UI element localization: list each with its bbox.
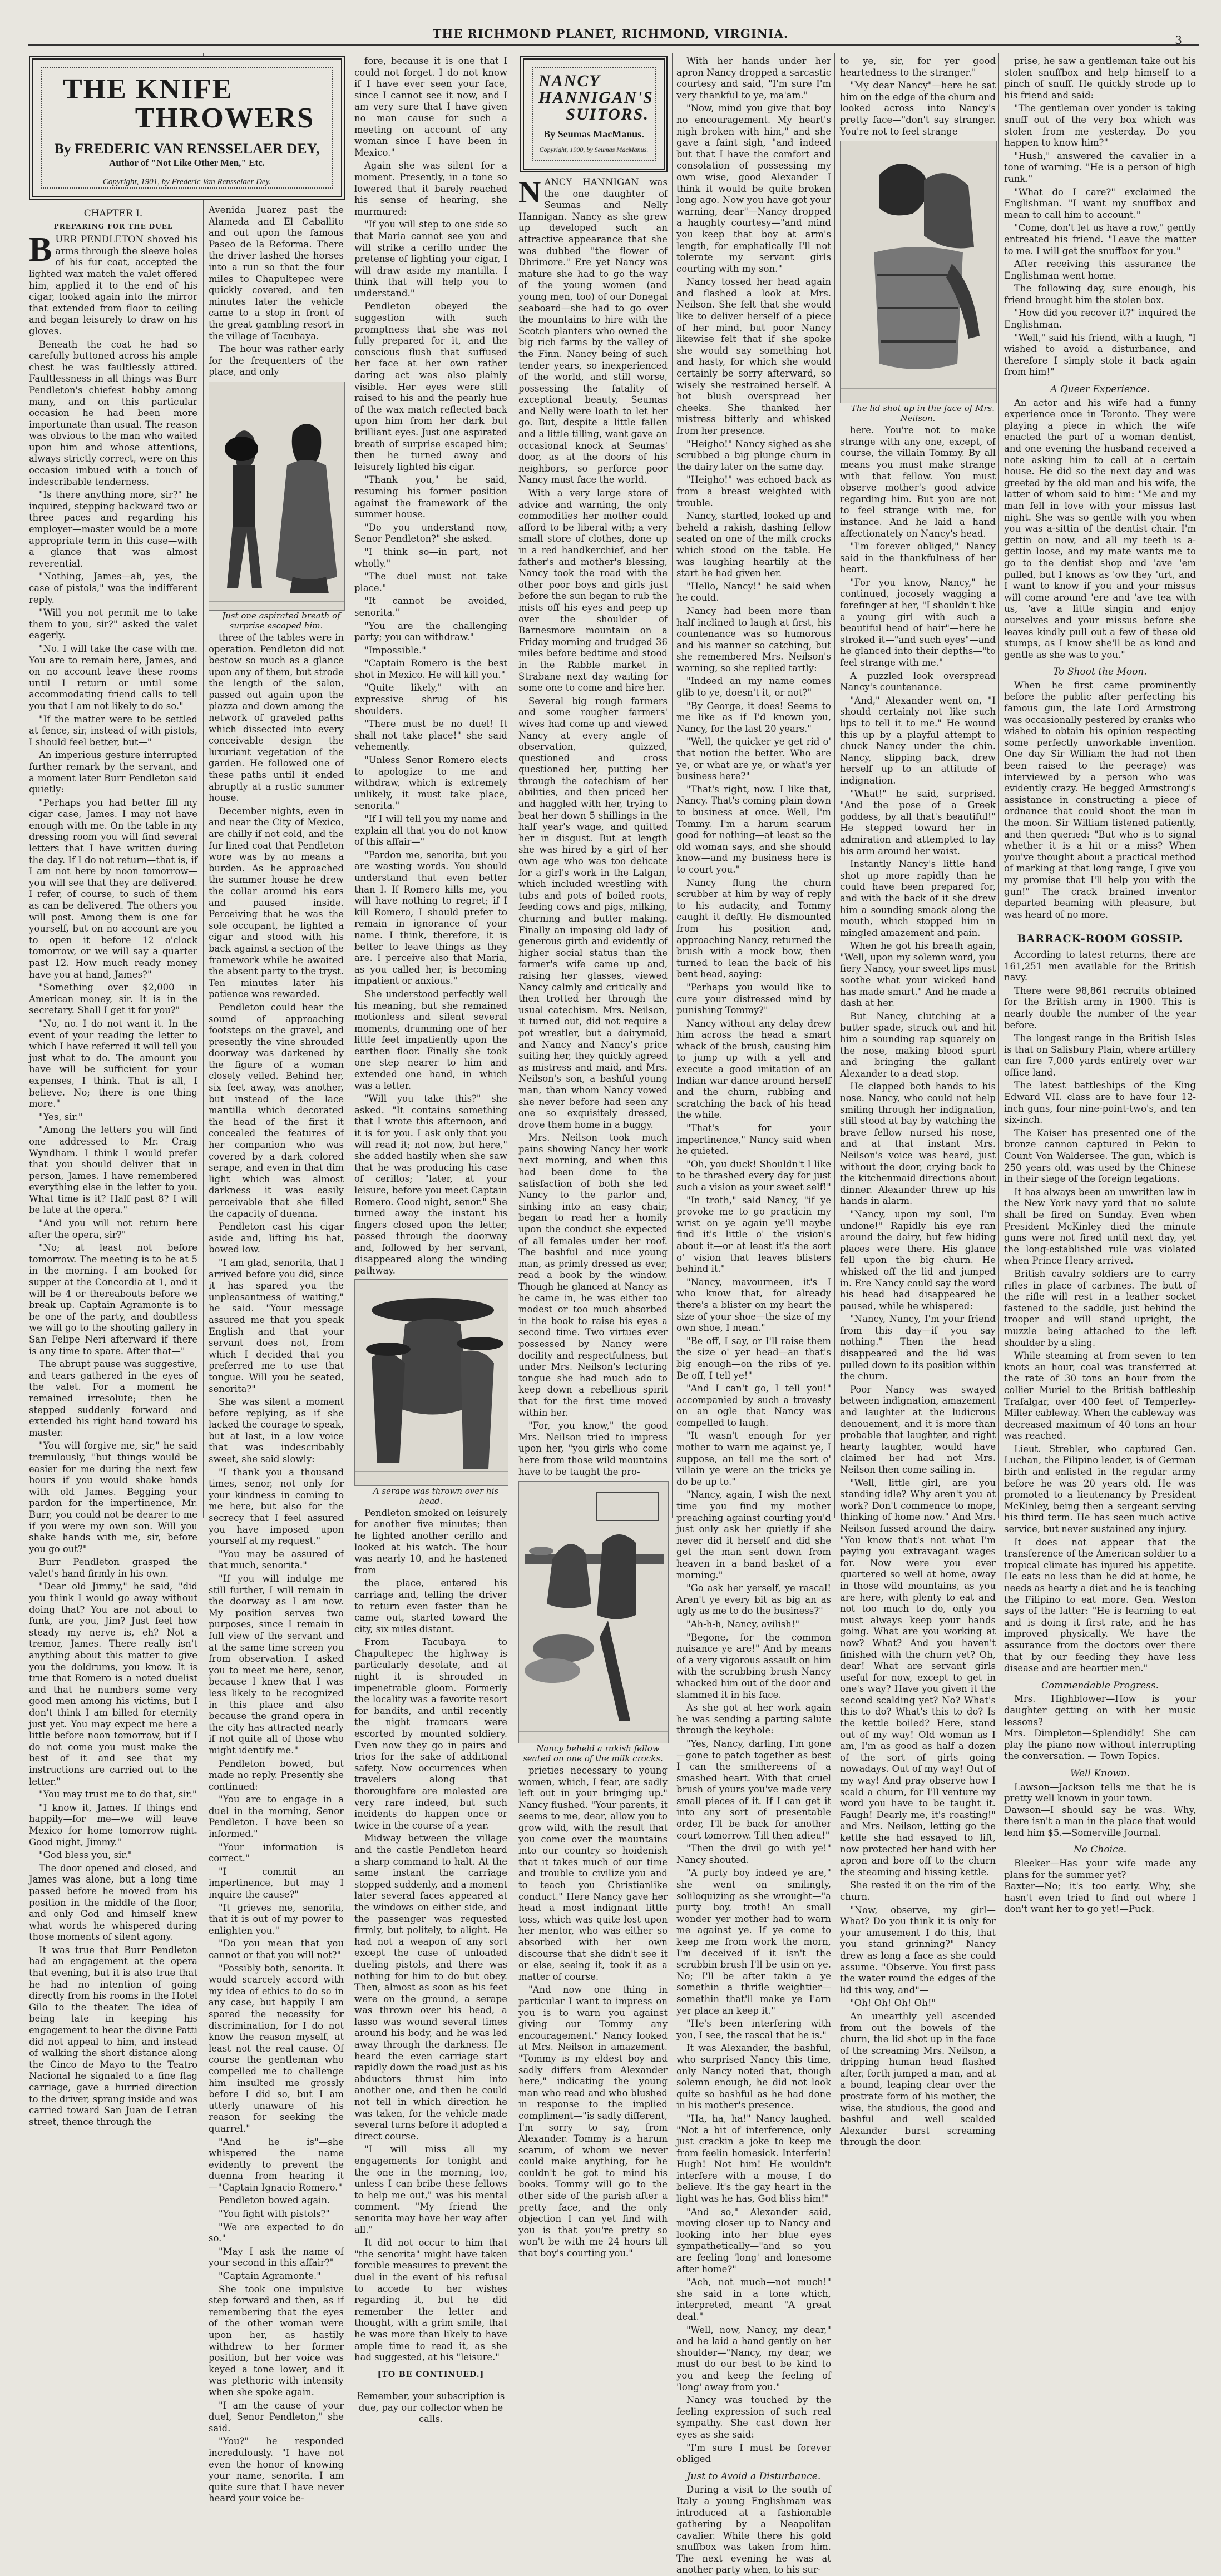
paragraph: The door opened and closed, and James was alone, but a long time passed before he moved from his position in the middle of the floor, and only God and himself knew what words he whispered during those moments of silent agony.	[29, 1862, 197, 1943]
paragraph: "Possibly both, senorita. It would scarcely accord with my idea of ethics to do so in any case, but happily I am spared the necessity for discrimination, for I do not know the reason myself, at least not the real cause. Of course the gentleman who compelled me to challenge him insulted me grossly before I did so, but I am utterly unaware of his reason for seeking the quarrel."	[209, 1963, 344, 2134]
column-6	[840, 56, 996, 2148]
paragraph: There were 98,861 recruits obtained for the British army in 1900. This is nearly double the number of the year before.	[1004, 985, 1196, 1031]
story-text	[518, 1765, 668, 2260]
byline: By Seumas MacManus.	[543, 128, 644, 140]
paragraph: "Pardon me, senorita, but you are wasting words. You should understand that even better than I. If Romero kills me, you will have nothing to regret; if I kill Romero, I should prefer to remain in ignorance of your name. I think, therefore, it is better to leave things as they are. I perceive also that Maria, as you called her, is becoming impatient or anxious."	[354, 849, 507, 987]
paragraph: According to latest returns, there are 161,251 men available for the British navy.	[1004, 949, 1196, 983]
paragraph: "We are expected to do so."	[209, 2221, 344, 2244]
paragraph: "In troth," said Nancy, "if ye provoke me to go practicin my wrist on ye again ye'll maybe find it's little o' the vision's about it—or at least it's the sort o' vision that leaves blisters behind it."	[676, 1195, 831, 1275]
paragraph: "It cannot be avoided, senorita."	[354, 596, 507, 618]
paragraph: "I'm sure I must be forever obliged	[676, 2442, 831, 2465]
paragraph: Beneath the coat he had so carefully buttoned across his ample chest he was faultlessly attired. Faultlessness in all things was Burr Pendleton's chiefest hobby among many, and on this particular occasion he had been more importunate than usual. The reason was obvious to the man who waited upon him and whose attentions, always strictly correct, were on this occasion imbued with a touch of indescribable tenderness.	[29, 339, 197, 487]
paragraph: She took one impulsive step forward and then, as if remembering that the eyes of the other woman were upon her, as hastily withdrew to her former position, but her voice was keyed a tone lower, and it was plethoric with intensity when she spoke again.	[209, 2283, 344, 2397]
paragraph: "I think so—in part, not wholly."	[354, 546, 507, 569]
paragraph: "It grieves me, senorita, that it is out of my power to enlighten you."	[209, 1902, 344, 1936]
paragraph: Mrs. Neilson took much pains showing Nancy her work next morning, and when this had been done to the satisfaction of both she led Nancy to the parlor and, sinking into an easy chair, began to read her a homily upon the conduct she expected of all females under her roof. The bashful and nice young man, as primly dressed as ever, read a book by the window. Though he glanced at Nancy as he came in, he was either too modest or too much absorbed in the book to raise his eyes a second time. Two virtues ever possessed by Nancy were docility and respectfulness, but under Mrs. Neilson's lecturing tongue she had much ado to keep down a rebellious spirit that for the first time moved within her.	[518, 1132, 668, 1418]
paragraph: While steaming at from seven to ten knots an hour, coal was transferred at the rate of 30 tons an hour from the collier Muriel to the British battleship Trafalgar, over 400 feet of Temperley-Miller cableway. When the cableway was decreased maximum of 40 tons an hour was reached.	[1004, 1350, 1196, 1441]
paragraph: British cavalry soldiers are to carry rifles in place of carbines. The butt of the rifle will rest in a leather socket fastened to the saddle, just behind the trooper and will stand upright, the muzzle being attached to the left shoulder by a sling.	[1004, 1268, 1196, 1348]
paragraph: to ye, sir, for yer good heartedness to the stranger."	[840, 56, 996, 78]
paragraph: "The gentleman over yonder is taking snuff out of the very box which was stolen from me yesterday. Do you happen to know him?"	[1004, 103, 1196, 148]
paragraph: "Do you understand now, Senor Pendleton?" she asked.	[354, 522, 507, 544]
paragraph: "I am the cause of your duel, Senor Pendleton," she said.	[209, 2400, 344, 2434]
paragraph: She understood perfectly well his meaning, but she remained motionless and silent several moments, drumming one of her little feet impatiently upon the earthen floor. Finally she took one step nearer to him and extended one hand, in which was a letter.	[354, 988, 507, 1091]
paragraph: "You?" he responded incredulously. "I have not even the honor of knowing your name, senorita. I am quite sure that I have never heard your voice be-	[209, 2436, 344, 2504]
paragraph: She rested it on the rim of the churn.	[840, 1880, 996, 1902]
paragraph: "Nancy, Nancy, I'm your friend from this day—if you say nothing." Then the head disappeared and the lid was pulled down to its position within the churn.	[840, 1314, 996, 1382]
section-heading: BARRACK-ROOM GOSSIP.	[1017, 933, 1183, 945]
paragraph: "Ach, not much—not much!" she said in a tone which, interpreted, meant "A great deal."	[676, 2277, 831, 2322]
paragraph: "Thank you," he said, resuming his former position against the framework of the summer house.	[354, 474, 507, 520]
illustration-caption: The lid shot up in the face of Mrs. Neilson.	[851, 403, 995, 424]
paragraph: Several big rough farmers and some rougher farmers' wives had come up and viewed Nancy at every angle of observation, quizzed, questioned and cross questioned her, putting her through the catechism of her abilities, and then priced her and haggled with her, trying to beat her down 5 shillings in the half year's wage, and quitted her in disgust. But at length she was hired by a girl of her own age who was too delicate for a girl's work in the Lalgan, which included wrestling with tubs and pots of boiled roots, feeding cows and pigs, milking, churning and butter making. Finally an imposing old lady of generous girth and evidently of higher social status than the farmer's wife came up and, raising her glasses, viewed Nancy calmly and critically and then trotted her through the usual catechism. Mrs. Neilson, it turned out, did not require a pot wrestler, but a dairymaid, and Nancy and Nancy's price suiting her, they quickly agreed as mistress and maid, and Mrs. Neilson's son, a bashful young man, than whom Nancy vowed she never before had seen any one so exquisitely dressed, drove them home in a buggy.	[518, 695, 668, 1130]
paragraph: "Ha, ha, ha!" Nancy laughed. "Not a bit of interference, only just crackin a joke to keep me from feelin homesick. Interferin! Hugh! Not him! He wouldn't interfere with a mouse, I do believe. It's the gay heart in the light was he has, God bliss him!"	[676, 2113, 831, 2205]
chapter-heading: CHAPTER I.	[83, 208, 143, 219]
article-heading: Just to Avoid a Disturbance.	[686, 2470, 821, 2482]
illustration-drawing	[355, 1280, 508, 1485]
paragraph: "You will forgive me, sir," he said tremulously, "but things would be easier for me during the next few hours if you would shake hands with old James. Begging your pardon for the impertinence, Mr. Burr, you could not be dearer to me if you were my own son. Will you shake hands with me, sir, before you go out?"	[29, 1440, 197, 1554]
paragraph: During a visit to the south of Italy a young Englishman was introduced at a fashionable gathering by a Neapolitan cavalier. While there his gold snuffbox was taken from him. The next evening he was at another party when, to his sur-	[676, 2484, 831, 2575]
author-note: Author of "Not Like Other Men," Etc.	[109, 157, 265, 168]
paragraph: Nancy tossed her head again and flashed a look at Mrs. Neilson. She felt that she would like to deliver herself of a piece of her mind, but poor Nancy likewise felt that if she spoke she would say something hot and hasty, for which she would certainly be sorry afterward, so wisely she restrained herself. A hot blush overspread her cheeks. She thanked her mistress bitterly and whisked from her presence.	[676, 276, 831, 436]
paragraph: "Come, don't let us have a row," gently entreated his friend. "Leave the matter to me. I will get the snuffbox for you."	[1004, 222, 1196, 256]
paragraph: "The duel must not take place."	[354, 571, 507, 593]
paragraph: ANCY HANNIGAN was the one daughter of Seumas and Nelly Hannigan. Nancy as she grew up developed such an attractive appearance that she was dubbed "the flower of Dhrimore." Ere yet Nancy was mature she had to go the way of the young women (and young men, too) of our Donegal seaboard—she had to go over the mountains to hire with the Scotch planters who owned the big rich farms by the valley of the Finn. Nancy being of such tender years, so inexperienced of the world, and still worse, possessing the fatality of exceptional beauty, Seumas and Nelly were loath to let her go. But, despite a little fallen and a little tilling, want gave an occasional knock at Seumas' door, as at the doors of his neighbors, so perforce poor Nancy must face the world.	[518, 177, 668, 486]
paragraph: "Nancy, upon my soul, I'm undone!" Rapidly his eye ran around the dairy, but few hiding places were there. His glance fell upon the big churn. He whisked off the lid and jumped in. Ere Nancy could say the word his head had disappeared he paused, while he whispered:	[840, 1208, 996, 1311]
paragraph: "I commit an impertinence, but may I inquire the cause?"	[209, 1866, 344, 1900]
story-text	[209, 632, 344, 2505]
masthead-rule	[28, 44, 1199, 46]
paragraph: "I am glad, senorita, that I arrived before you did, since it has spared you the unpleasantness of waiting," he said. "Your message assured me that you speak English and that your servant does not, from which I decided that you preferred me to use that tongue. Will you be seated, senorita?"	[209, 1257, 344, 1394]
story-text	[676, 56, 831, 2465]
paragraph: Mrs. Highblower—How is your daughter getting on with her music lessons? Mrs. Dimpleton—Splendidly! She can play the piano now without interrupting the conversation. — Town Topics.	[1004, 1693, 1196, 1762]
subscription-reminder: Remember, your subscription is due, pay our collector when he calls.	[357, 2391, 505, 2425]
story-text	[1004, 56, 1196, 378]
paragraph: "Yes, Nancy, darling, I'm gone—gone to patch together as best I can the smithereens of a smashed heart. With that cruel brush of yours you've made very small pieces of it. If I can get it into any sort of presentable order, I'll be back for another court tomorrow. Till then adieu!"	[676, 1738, 831, 1841]
paragraph: It has always been an unwritten law in the New York navy yard that no salute shall be fired on Sunday. Even when President McKinley died the minute guns were not fired until next day, yet the long-established rule was violated when Prince Henry arrived.	[1004, 1186, 1196, 1266]
drop-cap: N	[518, 175, 541, 210]
paragraph: "Will you not permit me to take them to you, sir?" asked the valet eagerly.	[29, 607, 197, 641]
chapter-subheading: PREPARING FOR THE DUEL	[53, 222, 173, 230]
paragraph: An actor and his wife had a funny experience once in Toronto. They were playing a piece in which the wife enacted the part of a woman dentist, and one evening the husband received a note asking him to call at a certain house. He did so the next day and was greeted by the old man and his wife, the latter of whom said to him: "Me and my man fell in love with your missus last night. She was so gentle with you when you was a-sittin of the dentist chair. I'm gettin on now, and all my teeth is a-gettin loose, and my mate wants me to go to the dentist shop and 'ave 'em pulled, but I knows as 'ow they 'urt, and I want to know if you and your missus will come around 'ere and 'ave tea with us, 'ave a little singin and enjoy ourselves and your missus before she leaves kindly pull out a few of these old stumps, as I know she'll be as kind and gentle as she was to you."	[1004, 397, 1196, 660]
paragraph: Bleeker—Has your wife made any plans for the summer yet? Baxter—No; it's too early. Why, she hasn't even tried to find out where I don't want her to go yet!—Puck.	[1004, 1858, 1196, 1915]
illustration-caption: A serape was thrown over his head.	[373, 1485, 499, 1506]
article-heading: A Queer Experience.	[1050, 384, 1150, 395]
story-title: NANCY	[538, 72, 601, 90]
column-7	[1004, 56, 1196, 1915]
paragraph: "Go ask her yerself, ye rascal! Aren't ye every bit as big an as ugly as me to do the business?"	[676, 1583, 831, 1617]
paragraph: It does not appear that the transference of the American soldier to a tropical climate has injured his appetite. He eats no less than he did at home, he needs as hearty a diet and he is teaching the Filipino to eat more. Gen. Weston says of the latter: "He is learning to eat and is doing it first rate, and he has improved physically. We have the assurance from the doctors over there that by our feeding they have less disease and are heartier men."	[1004, 1537, 1196, 1674]
paragraph: "Is there anything more, sir?" he inquired, stepping backward two or three paces and regarding his employer—master would be a more appropriate term in this case—with a glance that was almost reverential.	[29, 489, 197, 569]
paragraph: "For you know, Nancy," he continued, jocosely wagging a forefinger at her, "I shouldn't like a young girl with such a beautiful head of hair"—here he stroked it—"and such eyes"—and he glanced into their depths—"to feel strange with me."	[840, 577, 996, 668]
paragraph: Nancy was touched by the feeling expression of such real sympathy. She cast down her eyes as she said:	[676, 2395, 831, 2440]
paragraph: Nancy had been more than half inclined to laugh at first, his countenance was so humorous and his manner so catching, but she remembered Mrs. Neilson's warning, so she replied tartly:	[676, 605, 831, 673]
paragraph: "Among the letters you will find one addressed to Mr. Craig Wyndham. I think I would prefer that you should deliver that in person, James. I have remembered everything else in the letter to you. What time is it? Half past 8? I will be late at the opera."	[29, 1124, 197, 1216]
paragraph: The longest range in the British Isles is that on Salisbury Plain, where artillery can fire 7,000 yards entirely over war office land.	[1004, 1033, 1196, 1078]
copyright: Copyright, 1901, by Frederic Van Rensselaer Dey.	[102, 177, 271, 186]
to-be-continued: [TO BE CONTINUED.]	[377, 2370, 485, 2379]
story-text	[354, 56, 507, 1277]
paragraph: Avenida Juarez past the Alameda and El Caballito and out upon the famous Paseo de la Reforma. There the driver lashed the horses into a run so that the four miles to Chapultepec were quickly covered, and ten minutes later the vehicle came to a stop in front of the great gambling resort in the village of Tacubaya.	[209, 205, 344, 341]
paragraph: "And I can't go, I tell you!" accompanied by such a travesty on an ogle that Nancy was compelled to laugh.	[676, 1383, 831, 1428]
paragraph: But Nancy, clutching at a butter spade, struck out and hit him a sounding rap squarely on the nose, making blood spurt and bringing the gallant Alexander to a dead stop.	[840, 1010, 996, 1079]
paragraph: "A purty boy indeed ye are," she went on smilingly, soliloquizing as she wrought—"a purty boy, troth! An small wonder yer mother had to warn me against ye. If ye come to keep me from work the morn, I'm deceived if it isn't the scrubbin brush I'll be usin on ye. No; I'll be after takin a ye somethin a thrifle weightier—somethin that'll make ye I'arn yer place an keep it."	[676, 1867, 831, 2016]
paragraph: "You may be assured of that much, senorita."	[209, 1548, 344, 1571]
paragraph: "Captain Agramonte."	[219, 2271, 321, 2282]
paragraph: "Now, mind you give that boy no encouragement. My heart's nigh broken with him," and she gave a faint sigh, "and indeed but that I have the comfort and consolation of possessing my own wise, good Alexander I think it would be quite broken long ago. Now you have got your warning, dear"—Nancy dropped a haughty courtesy—"and mind you keep that boy at arm's length, for emphatically I'll not tolerate my servant girls courting with my son."	[676, 103, 831, 274]
paragraph: "Your information is correct."	[209, 1841, 344, 1864]
paragraph: "I thank you a thousand times, senor, not only for your kindness in coming to me here, but also for the secrecy that I feel assured you have imposed upon yourself at my request."	[209, 1467, 344, 1547]
column-1	[29, 205, 197, 2127]
illustration-caption: Nancy beheld a rakish fellow seated on one of the milk crocks.	[523, 1743, 663, 1764]
paragraph: December nights, even in and near the City of Mexico, are chilly if not cold, and the fur lined coat that Pendleton wore was by no means a burden. As he approached the summer house he drew the collar around his ears and paused inside. Perceiving that he was the sole occupant, he lighted a cigar and stood with his back against a section of the framework while he awaited the absent party to the tryst. Ten minutes later his patience was rewarded.	[209, 805, 344, 1000]
paragraph: "For, you know," the good Mrs. Neilson tried to impress upon her, "you girls who come here from those wild mountains have to be taught the pro-	[518, 1420, 668, 1477]
paragraph: "What!" he said, surprised. "And the pose of a Greek goddess, by all that's beautiful!" He stepped toward her in admiration and attempted to lay his arm around her waist.	[840, 788, 996, 856]
paragraph: "If the matter were to be settled at fence, sir, instead of with pistols, I should feel better, but—"	[29, 714, 197, 747]
paragraph: "Nancy, mavourneen, it's I who know that, for already there's a blister on my heart the size of your shoe—the size of my own shoe, I mean."	[676, 1276, 831, 1334]
paragraph: "Then the divil go with ye!" Nancy shouted.	[676, 1843, 831, 1865]
paragraph: After receiving this assurance the Englishman went home.	[1004, 259, 1196, 281]
paragraph: "I'm forever obliged," Nancy said in the thankfulness of her heart.	[840, 541, 996, 575]
paragraph: It was Alexander, the bashful, who surprised Nancy this time, only Nancy noted that, though solemn enough, he did not look quite so bashful as he had done in his mother's presence.	[676, 2043, 831, 2111]
paragraph: "No; at least not before tomorrow. The meeting is to be at 5 in the morning. I am booked for supper at the Concordia at 1, and it will be 4 or thereabouts before we break up. Captain Agramonte is to be one of the party, and doubtless we will go to the shooting gallery in San Felipe Neri afterward if there is any time to spare. After that—"	[29, 1242, 197, 1356]
paragraph: The Kaiser has presented one of the bronze cannon captured in Pekin to Count Von Waldersee. The gun, which is 250 years old, was used by the Chinese in their siege of the foreign legations.	[1004, 1127, 1196, 1185]
story-title: THROWERS	[135, 102, 314, 134]
paragraph: "God bless you, sir."	[39, 1850, 132, 1861]
article-heading: No Choice.	[1073, 1844, 1127, 1856]
paragraph: "No. I will take the case with me. You are to remain here, James, and on no account leave these rooms until I return or until some accommodating friend calls to tell you that I am not likely to do so."	[29, 643, 197, 711]
paragraph: "If you will indulge me still further, I will remain in the doorway as I am now. My position serves two purposes, since I remain in full view of the servant and at the same time screen you from observation. I asked you to meet me here, senor, because I knew that I was less likely to be recognized in this place and also because the grand opera in the city has attracted nearly if not quite all of those who might identify me."	[209, 1573, 344, 1756]
paragraph: "Yes, sir."	[39, 1111, 83, 1122]
article-heading: Commendable Progress.	[1041, 1680, 1159, 1691]
paragraph: The hour was rather early for the frequenters of the place, and only	[209, 344, 344, 378]
paragraph: "I will miss all my engagements for tonight and the one in the morning, too, unless I can bribe these fellows to help me out," was his mental comment. "My friend the senorita may have her way after all."	[354, 2144, 507, 2235]
nancy-title-box	[520, 56, 668, 172]
column-2	[209, 205, 344, 2504]
paragraph: Pendleton bowed, but made no reply. Presently she continued:	[209, 1758, 344, 1792]
paragraph: three of the tables were in operation. Pendleton did not bestow so much as a glance upon any of them, but strode the length of the salon, passed out again upon the piazza and down among the network of graveled paths which dissected into every conceivable design the luxuriant vegetation of the garden. He followed one of these paths until it ended abruptly at a rustic summer house.	[209, 632, 344, 804]
paragraph: "He's been interfering with you, I see, the rascal that he is."	[676, 2018, 831, 2040]
paragraph: It did not occur to him that "the senorita" might have taken forcible measures to prevent the duel in the event of his refusal to accede to her wishes regarding it, but he did remember the letter and thought, with a grim smile, that he was more than likely to have ample time to read it, as she had suggested, at his "leisure."	[354, 2237, 507, 2363]
article-text	[1004, 949, 1196, 1675]
paragraph: "And so," Alexander said, moving closer up to Nancy and looking into her blue eyes sympathetically—"and so you are feeling 'long' and lonesome after home?"	[676, 2206, 831, 2275]
paragraph: "You are to engage in a duel in the morning, Senor Pendleton. I have been so informed."	[209, 1794, 344, 1840]
paragraph: "Indeed an my name comes glib to ye, doesn't it, or not?"	[676, 676, 831, 699]
paragraph: "Something over $2,000 in American money, sir. It is in the secretary. Shall I get it for you?"	[29, 982, 197, 1016]
paragraph: "Oh, you duck! Shouldn't I like to be thrashed every day for just such a vision as your sweet self!"	[676, 1158, 831, 1192]
column-rule	[834, 53, 835, 1518]
paragraph: "And he is"—she whispered the name evidently to prevent the duenna from hearing it—"Captain Ignacio Romero."	[209, 2136, 344, 2193]
paragraph: "No, no. I do not want it. In the event of your reading the letter to which I have referred it will tell you just what to do. The amount you have will be sufficient for your expenses, I think. That is all, I believe. No; there is one thing more."	[29, 1018, 197, 1109]
paragraph: "Do you mean that you cannot or that you will not?"	[209, 1938, 344, 1960]
illustration-churn	[840, 141, 997, 403]
copyright: Copyright, 1900, by Seumas MacManus.	[539, 146, 649, 153]
paragraph: "It wasn't enough for yer mother to warn me against ye, I suppose, an tell me the sort o' villain ye were an the tricks ye do be up to."	[676, 1430, 831, 1487]
paragraph: The latest battleships of the King Edward VII. class are to have four 12-inch guns, four nine-point-two's, and ten six-inch.	[1004, 1080, 1196, 1126]
paragraph: "And," Alexander went on, "I should certainly not like such lips to tell it to me." He wound this up by a playful attempt to chuck Nancy under the chin. Nancy, slipping back, drew herself up to an attitude of indignation.	[840, 695, 996, 786]
column-4	[518, 175, 668, 2259]
paragraph: When he first came prominently before the public after perfecting his famous gun, the late Lord Armstrong was occasionally pestered by cranks who wished to obtain his opinion respecting some perfectly unworkable invention. One day Sir William the had not then been raised to the peerage) was interviewed by a person who was evidently crazy. He begged Armstrong's assistance in constructing a piece of ordnance that could shoot the man in the moon. Sir William listened patiently, and then queried: "But who is to signal whether it is a hit or a miss? When you've thought about a practical method of marking at that long range, I give you my promise that I'll help you with the gun!" The crack brained inventor departed beaming with pleasure, but was heard of no more.	[1004, 680, 1196, 920]
paragraph: Pendleton cast his cigar aside and, lifting his hat, bowed low.	[209, 1221, 344, 1255]
paragraph: "You fight with pistols?"	[219, 2208, 330, 2220]
paragraph: "Hush," answered the cavalier in a tone of warning. "He is a person of high rank."	[1004, 150, 1196, 184]
paragraph: He clapped both hands to his nose. Nancy, who could not help smiling through her indignation, still stood at bay by watching the brave fellow nursed his nose, and at that instant Mrs. Neilson's voice was heard, just without the door, crying back to the kitchenmaid directions about dinner. Alexander threw up his hands in alarm.	[840, 1081, 996, 1207]
paragraph: She was silent a moment before replying, as if she lacked the courage to speak, but at last, in a low voice that was indescribably sweet, she said slowly:	[209, 1396, 344, 1465]
paragraph: "By George, it does! Seems to me like as if I'd known you, Nancy, for the last 20 years."	[676, 700, 831, 734]
paragraph: Lawson—Jackson tells me that he is pretty well known in your town. Dawson—I should say he was. Why, there isn't a man in the place that would lend him $5.—Somerville Journal.	[1004, 1781, 1196, 1838]
story-title: SUITORS.	[566, 105, 649, 123]
paragraph: "Quite likely," with an expressive shrug of his shoulders.	[354, 682, 507, 716]
paragraph: An unearthly yell ascended from out the bowels of the churn, the lid shot up in the face of the screaming Mrs. Neilson, a dripping human head flashed after, forth jumped a man, and at a bound, leaping clear over the prostrate form of his mother, the wise, the studious, the good and bashful and well scalded Alexander burst screaming through the door.	[840, 2010, 996, 2148]
paragraph: "I know it, James. If things end happily—for me—we will leave Mexico for home tomorrow night. Good night, Jimmy."	[29, 1802, 197, 1847]
paragraph: "Dear old Jimmy," he said, "did you think I would go away without doing that? You are not about to funk, are you, Jim? Just feel how steady my nerve is, eh? Not a tremor, James. There really isn't anything about this matter to give you the doldrums, you know. It is true that Romero is a noted duelist and that he numbers some very good men among his victims, but I don't think I am billed for eternity just yet. You may expect me here a little before noon tomorrow, but if I do not come you must make the best of it and see that my instructions are carried out to the letter."	[29, 1581, 197, 1787]
paragraph: When he got his breath again, "Well, upon my solemn word, you fiery Nancy, your sweet lips must soothe what your wicked hand has made smart." And he made a dash at her.	[840, 940, 996, 1009]
paragraph: "There must be no duel! It shall not take place!" she said vehemently.	[354, 719, 507, 752]
paragraph: A puzzled look overspread Nancy's countenance.	[840, 670, 996, 693]
paragraph: "Well, now, Nancy, my dear," and he laid a hand gently on her shoulder—"Nancy, my dear, we must do our best to be kind to you and keep the feeling of 'long' away from you."	[676, 2324, 831, 2392]
paragraph: "Captain Romero is the best shot in Mexico. He will kill you."	[354, 658, 507, 680]
paragraph: An imperious gesture interrupted further remark by the servant, and a moment later Burr Pendleton said quietly:	[29, 750, 197, 795]
paragraph: "Heigho!" was echoed back as from a breast weighted with trouble.	[676, 474, 831, 508]
paragraph: "Nancy, again, I wish the next time you find my mother preaching against courting you'd just only ask her quietly if she never did it herself and did she get the man sent down from heaven in a band basket of a morning."	[676, 1489, 831, 1581]
paragraph: Burr Pendleton grasped the valet's hand firmly in his own.	[29, 1557, 197, 1579]
article-heading: To Shoot the Moon.	[1053, 666, 1147, 678]
paragraph: "Now, observe, my girl— What? Do you think it is only for your amusement I do this, that you stand grinning?" Nancy drew as long a face as she could assume. "Observe. You first pass the water round the edges of the lid this way, and"—	[840, 1904, 996, 1995]
paragraph: "If you will step to one side so that Maria cannot see you and will strike a cerillo under the pretense of lighting your cigar, I will draw aside my mantilla. I think that will help you to understand."	[354, 219, 507, 299]
illustration-drawing	[519, 1482, 668, 1743]
paragraph: With her hands under her apron Nancy dropped a sarcastic courtesy and said, "I'm sure I'm very thankful to ye, ma'am."	[676, 56, 831, 101]
column-3	[354, 56, 507, 2425]
paragraph: here. You're not to make strange with any one, except, of course, the villain Tommy. By all means you must make strange with that fellow. You must observe mother's good advice regarding him. But you are not to feel strange with me, for instance. And he laid a hand affectionately on Nancy's head.	[840, 425, 996, 539]
paragraph: It was true that Burr Pendleton had an engagement at the opera that evening, but it is also true that he had no intention of going directly from his rooms in the Hotel Gilo to the theater. The idea of being late in keeping his engagement to hear the divine Patti did not appeal to him, and instead of walking the short distance along the Cinco de Mayo to the Teatro Nacional he signaled to a fine flag carriage, gave a hurried direction to the driver, sprang inside and was carried toward San Juan de Letran street, thence through the	[29, 1944, 197, 2127]
paragraph: "That's for your impertinence," Nancy said when he quieted.	[676, 1123, 831, 1157]
paragraph: From Tacubaya to Chapultepec the highway is particularly desolate, and at night it is shrouded in impenetrable gloom. Formerly the locality was a favorite resort for bandits, and until recently the night tramcars were escorted by mounted soldiery. Even now they go in pairs and trios for the sake of additional safety. Now occurrences when travelers along that thoroughfare are molested are very rare indeed, but such incidents do happen once or twice in the course of a year.	[354, 1637, 507, 1831]
paragraph: "Ah-h-h, Nancy, avilish!"	[686, 1618, 800, 1629]
paragraph: "May I ask the name of your second in this affair?"	[209, 2246, 344, 2268]
illustration-summer-house	[209, 382, 345, 611]
paragraph: As she got at her work again he was sending a parting salute through the keyhole:	[676, 1702, 831, 1736]
paragraph: Nancy flung the churn scrubber at him by way of reply to his audacity, and Tommy caught it deftly. He dismounted from his position and, approaching Nancy, returned the brush with a mock bow, then turned to lean the back of his bent head, saying:	[676, 877, 831, 980]
article-heading: Well Known.	[1070, 1767, 1130, 1779]
page-number: 3	[1175, 33, 1182, 47]
paragraph: "What do I care?" exclaimed the Englishman. "I want my snuffbox and mean to call him to account."	[1004, 186, 1196, 220]
column-5	[676, 56, 831, 2575]
column-rule	[998, 53, 999, 1518]
paragraph: Midway between the village and the castle Pendleton heard a sharp command to halt. At the same instant the carriage stopped suddenly, and a moment later several faces appeared at the windows on either side, and the passenger was requested firmly, but politely, to alight. He had not a weapon of any sort except the case of unloaded dueling pistols, and there was nothing for him to do but obey. Then, almost as soon as his feet were on the ground, a serape was thrown over his head, a lasso was wound several times around his body, and he was led away through the darkness. He heard the even carriage start rapidly down the road just as his abductors thrust him into another one, and then he could not tell in which direction he was taken, for the vehicle made several turns before it adopted a direct course.	[354, 1833, 507, 2142]
illustration-caption: Just one aspirated breath of surprise escaped him.	[222, 610, 340, 631]
paragraph: "If I will tell you my name and explain all that you do not know of this affair—"	[354, 814, 507, 848]
illustration-dairy	[518, 1481, 669, 1743]
paragraph: "Perhaps you would like to cure your distressed mind by punishing Tommy?"	[676, 982, 831, 1016]
paragraph: "Nothing, James—ah, yes, the case of pistols," was the indifferent reply.	[29, 571, 197, 605]
story-text	[840, 425, 996, 2148]
paragraph: Lieut. Strebler, who captured Gen. Luchan, the Filipino leader, is of German birth and enlisted in the regular army before he was 20 years old. He was promoted to a lieutenancy by President McKinley, being then a sergeant serving his third term. He has seen much active service, but never sustained any injury.	[1004, 1443, 1196, 1535]
paragraph: "And you will not return here after the opera, sir?"	[29, 1218, 197, 1240]
paragraph: Pendleton could hear the sound of approaching footsteps on the gravel, and presently the vine shrouded doorway was darkened by the figure of a woman closely veiled. Behind her, six feet away, was another, but instead of the lace mantilla which decorated the head of the first it concealed the features of her companion who was covered by a dark colored serape, and even in that dim light which was almost darkness it was easily perceivable that she filled the capacity of duenna.	[209, 1002, 344, 1219]
knife-title-box	[29, 56, 345, 200]
paragraph: "Be off, I say, or I'll raise them the size o' yer head—an that's big enough—on the ribs of ye. Be off, I tell ye!"	[676, 1335, 831, 1381]
story-text	[29, 231, 197, 2128]
paragraph: "Heigho!" Nancy sighed as she scrubbed a big plunge churn in the dairy later on the same day.	[676, 438, 831, 472]
story-text	[518, 177, 668, 1478]
illustration-abduction	[354, 1279, 508, 1486]
drop-cap: B	[29, 231, 52, 269]
paragraph: "How did you recover it?" inquired the Englishman.	[1004, 308, 1196, 330]
paragraph: Again she was silent for a moment. Presently, in a tone so lowered that it barely reached his sense of hearing, she murmured:	[354, 160, 507, 217]
column-rule	[672, 53, 673, 1518]
paragraph: URR PENDLETON shoved his arms through the sleeve holes of his fur coat, accepted the lighted wax match the valet offered him, applied it to the end of his cigar, looked again into the mirror that extended from floor to ceiling and began leisurely to draw on his gloves.	[29, 234, 197, 336]
paragraph: prieties necessary to young women, which, I fear, are sadly left out in your bringing up." Nancy flushed. "Your parents, it seems to me, dear, allow you to grow wild, with the result that you come over the mountains into our country so hoidenish that it takes much of our time and trouble to civilize you and to teach you Christianlike conduct." Here Nancy gave her head a most indignant little toss, which was quite lost upon her mentor, who was either so absorbed with her own discourse that she didn't see it or else, seeing it, took it as a matter of course.	[518, 1765, 668, 1982]
paragraph: "Unless Senor Romero elects to apologize to me and withdraw, which is extremely unlikely, it must take place, senorita."	[354, 755, 507, 811]
paragraph: "My dear Nancy"—here he sat him on the edge of the churn and looked across into Nancy's pretty face—"don't say stranger. You're not to feel strange	[840, 80, 996, 137]
paragraph: fore, because it is one that I could not forget. I do not know if I have ever seen your face, since I cannot see it now, and I am very sure that I have given no man cause for such a meeting on account of any woman since I have been in Mexico."	[354, 56, 507, 158]
paragraph: "Will you take this?" she asked. "It contains something that I wrote this afternoon, and it is for you. I ask only that you will read it; not now, but here," she added hastily when she saw that he was producing his case of cerillos; "later, at your leisure, before you meet Captain Romero. Good night, senor." She turned away the instant his fingers closed upon the letter, passed through the doorway and, followed by her servant, disappeared along the winding pathway.	[354, 1093, 507, 1276]
paragraph: "Begone, for the common nuisance ye are!" And by means of a very vigorous assault on him with the scrubbing brush Nancy whacked him out of the door and slammed it in his face.	[676, 1632, 831, 1700]
paragraph: "And now one thing in particular I want to impress on you is to warn you against giving our Tommy any encouragement." Nancy looked at Mrs. Neilson in amazement. "Tommy is my eldest boy and sadly differs from Alexander here," indicating the young man who read and who blushed in response to the implied compliment—"is sadly different, I'm sorry to say, from Alexander. Tommy is a harum scarum, of whom we never could make anything, for he couldn't be got to mind his books. Tommy will go to the other side of the parish after a pretty face, and the only objection I can yet find with you is that you're pretty so won't be with me 24 hours till that boy's courting you."	[518, 1984, 668, 2259]
paragraph: "You may trust me to do that, sir."	[39, 1789, 197, 1800]
paragraph: "Well," said his friend, with a laugh, "I wished to avoid a disturbance, and therefore I simply stole it back again from him!"	[1004, 332, 1196, 378]
paragraph: Nancy without any delay drew him across the head a smart whack of the brush, causing him to jump up with a yell and execute a good imitation of an Indian war dance around herself and the churn, rubbing and scratching the back of his head the while.	[676, 1018, 831, 1121]
paragraph: prise, he saw a gentleman take out his stolen snuffbox and help himself to a pinch of snuff. He quickly strode up to his friend and said:	[1004, 56, 1196, 101]
paragraph: "Impossible."	[364, 645, 426, 656]
illustration-drawing	[841, 141, 996, 403]
story-title: THE KNIFE	[63, 73, 233, 105]
masthead: THE RICHMOND PLANET, RICHMOND, VIRGINIA.	[432, 27, 789, 41]
story-text	[354, 1508, 507, 2364]
column-rule	[203, 53, 204, 1518]
paragraph: "Well, the quicker ye get rid o' that notion the better. Who are ye, or what are ye, or what's yer business here?"	[676, 736, 831, 782]
paragraph: "You are the challenging party; you can withdraw."	[354, 620, 507, 643]
paragraph: Pendleton smoked on leisurely for another five minutes; then he lighted another cerillo and looked at his watch. The hour was nearly 10, and he hastened from	[354, 1507, 507, 1576]
illustration-drawing	[209, 382, 344, 610]
paragraph: Nancy, startled, looked up and beheld a rakish, dashing fellow seated on one of the milk crocks which stood on the table. He was laughing heartily at the start he had given her.	[676, 511, 831, 579]
paragraph: Instantly Nancy's little hand shot up more rapidly than he could have been prepared for, and with the back of it she drew him a sounding smack along the mouth, which stopped him in mingled amazement and pain.	[840, 859, 996, 938]
paragraph: "Hello, Nancy!" he said when he could.	[676, 581, 831, 603]
paragraph: With a very large store of advice and warning, the only commodities her mother could afford to be liberal with; a very small store of clothes, done up in a red handkerchief, and her father's and mother's blessing, Nancy took the road with the other poor boys and girls just before the sun began to rub the mists off his eyes and peep up over the shoulder of Barnesmore mountain on a Friday morning and trudged 36 miles before bedtime and stood in the Rabble market in Strabane next day waiting for some one to come and hire her.	[518, 488, 668, 693]
paragraph: Pendleton bowed again.	[219, 2195, 330, 2206]
story-title: HANNIGAN'S	[538, 88, 654, 107]
paragraph: The abrupt pause was suggestive, and tears gathered in the eyes of the valet. For a moment he remained irresolute; then he stepped suddenly forward and extended his right hand toward his master.	[29, 1359, 197, 1438]
paragraph: "Perhaps you had better fill my cigar case, James. I may not have enough with me. On the table in my dressing room you will find several letters that I have written during the day. If I do not return—that is, if I am not here by noon tomorrow—you will see that they are delivered. I refer, of course, to such of them as can be delivered. The others you will post. Among them is one for yourself, but on no account are you to open it before 12 o'clock tomorrow, or we will say a quarter past 12. How much ready money have you at hand, James?"	[29, 797, 197, 980]
paragraph: "Oh! Oh! Oh! Oh!"	[850, 1998, 936, 2009]
byline: By FREDERIC VAN RENSSELAER DEY,	[54, 141, 320, 157]
paragraph: Poor Nancy was swayed between indignation, amazement and laughter at the ludicrous denouement, and it is more than probable that laughter, and right hearty laughter, would have claimed her had not Mrs. Neilson then come sailing in.	[840, 1384, 996, 1475]
paragraph: The following day, sure enough, his friend brought him the stolen box.	[1004, 283, 1196, 305]
paragraph: Pendleton obeyed the suggestion with such promptness that she was not fully prepared for it, and the conscious flush that suffused her face at her own rather daring act was also plainly visible. Her eyes were still raised to his and the pearly hue of the wax match reflected back upon him from her dark but brilliant eyes. Just one aspirated breath of surprise escaped him; then he turned away and leisurely lighted his cigar.	[354, 301, 507, 472]
paragraph: the place, entered his carriage and, telling the driver to return even faster than he came out, started toward the city, six miles distant.	[354, 1578, 507, 1634]
paragraph: "Well, little girl, are you standing idle? Why aren't you at work? Don't commence to mope, thinking of home now." And Mrs. Neilson fussed around the dairy. "You know that's not what I'm paying you extravagant wages for. Now were you ever quartered so well at home, away in those wild mountains, as you are here, with plenty to eat and not too much to do, only you must always keep your hands going. What are you working at now? What? And you haven't finished with the churn yet? Oh, dear! What are servant girls useful for now, except to get in one's way? Have you given it the second scalding yet? No? What's this to do? What's this to do? Is the kettle boiled? Here, stand out of my way! Old woman as I am, I'm as good as half a dozen of the sort of girls going nowadays. Out of my way! Out of my way! And pray observe how I scald a churn, for I'll venture my word you have to be taught it. Faugh! Dearly me, it's roasting!" and Mrs. Neilson, letting go the kettle she had essayed to lift, now protected her hand with her apron and bore off to the churn the steaming and hissing kettle.	[840, 1477, 996, 1877]
paragraph: "That's right, now. I like that, Nancy. That's coming plain down to business at once. Well, I'm Tommy. I'm a harum scarum good for nothing—at least so the old woman says, and she should know—and my business here is to court you."	[676, 784, 831, 875]
